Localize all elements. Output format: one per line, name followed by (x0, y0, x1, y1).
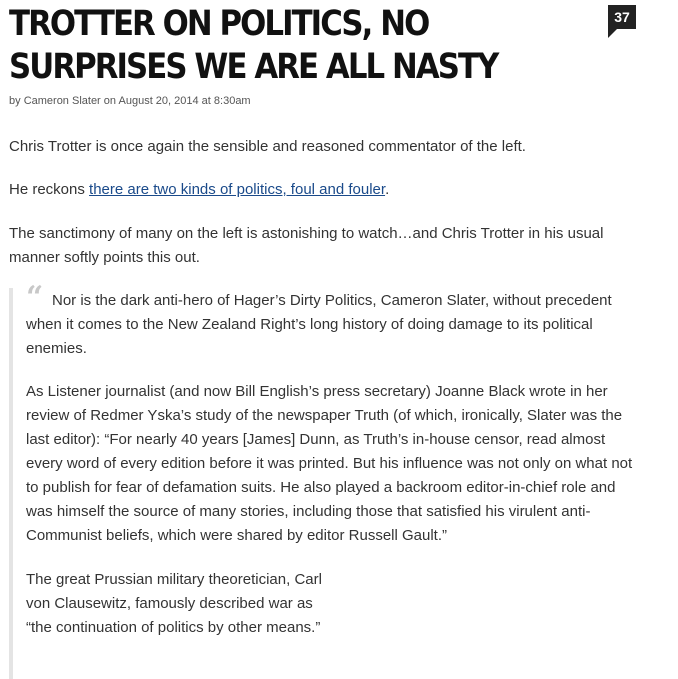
byline-date: August 20, 2014 at 8:30am (118, 95, 251, 107)
article-title[interactable]: TROTTER ON POLITICS, NO SURPRISES WE ARE ALL NASTY (9, 4, 498, 87)
comment-count-badge[interactable]: 37 (608, 5, 636, 29)
blockquote-border (9, 288, 13, 679)
paragraph-sanctimony: The sanctimony of many on the left is astonishing to watch…and Chris Trotter in his usual manner softly points this out. (9, 225, 604, 266)
quote-mark-icon: “ (26, 280, 44, 315)
paragraph-reckons-text: He reckons (9, 181, 90, 198)
blockquote-paragraph-2: As Listener journalist (and now Bill English’s press secretary) Joanne Black wrote in her review of Redmer Yska’s study of the newspaper Truth (of which, ironically, Slater was the last editor): “For nearly 40 years [James] Dunn, as Truth’s in-house censor, read almost every word of every edition before it was printed. But his influence was not only on what not to publish for fear of defamation suits. He also played a backroom editor-in-chief role and was himself the source of many stories, including those that satisfied his virulent anti-Communist beliefs, which were shared by editor Russell Gault.” (26, 383, 633, 544)
paragraph-reckons-end: . (385, 181, 390, 198)
byline-on: on (103, 95, 117, 107)
byline-author-link[interactable]: Cameron Slater (23, 95, 101, 107)
trotter-article-link[interactable]: there are two kinds of politics, foul and fouler (89, 181, 386, 198)
byline (9, 95, 251, 108)
paragraph-reckons (9, 178, 649, 202)
blockquote-paragraph-1: Nor is the dark anti-hero of Hager’s Dirty Politics, Cameron Slater, without precedent when it comes to the New Zealand Right’s long history of doing damage to its political enemies. (26, 292, 612, 357)
blockquote-paragraph-3: The great Prussian military theoretician, Carl von Clausewitz, famously described war as “the continuation of politics by other means.” (26, 571, 322, 636)
byline-prefix: by (9, 95, 21, 107)
paragraph-intro: Chris Trotter is once again the sensible and reasoned commentator of the left. (9, 138, 526, 155)
